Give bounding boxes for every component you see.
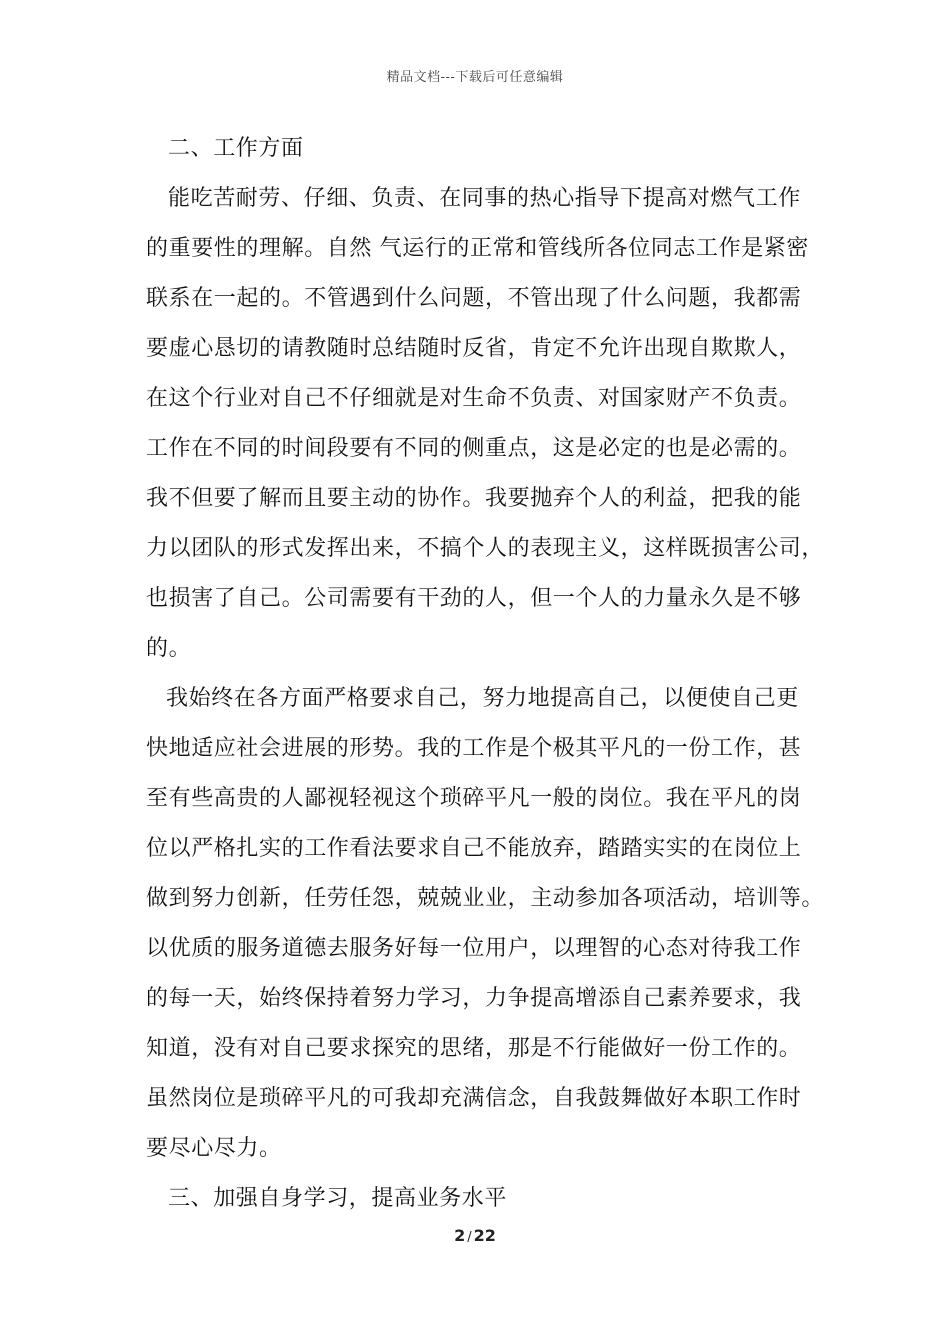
paragraph-line: 的每一天，始终保持着努力学习，力争提高增添自己素养要求，我: [146, 986, 802, 1011]
paragraph-line: 力以团队的形式发挥出来，不搞个人的表现主义，这样既损害公司，: [146, 536, 825, 561]
paragraph-line: 快地适应社会进展的形势。我的工作是个极其平凡的一份工作，甚: [146, 736, 802, 761]
paragraph-line: 在这个行业对自己不仔细就是对生命不负责、对国家财产不负责。: [146, 386, 802, 411]
paragraph-line: 能吃苦耐劳、仔细、负责、在同事的热心指导下提高对燃气工作: [168, 186, 801, 211]
page-separator: /: [467, 1230, 472, 1245]
current-page: 2: [454, 1226, 466, 1245]
paragraph-line: 至有些高贵的人鄙视轻视这个琐碎平凡一般的岗位。我在平凡的岗: [146, 786, 802, 811]
header-text: 精品文档---下载后可任意编辑: [386, 70, 564, 85]
paragraph-line: 也损害了自己。公司需要有干劲的人，但一个人的力量永久是不够: [146, 586, 802, 611]
page-header: [0, 66, 950, 85]
page-number: [0, 1226, 950, 1245]
paragraph-line: 知道，没有对自己要求探究的思绪，那是不行能做好一份工作的。: [146, 1036, 802, 1061]
paragraph-line: 做到努力创新，任劳任怨，兢兢业业，主动参加各项活动，培训等。: [146, 886, 825, 911]
paragraph-line: 要尽心尽力。: [146, 1136, 282, 1161]
paragraph-line: 我始终在各方面严格要求自己，努力地提高自己，以便使自己更: [166, 686, 799, 711]
paragraph-line: 虽然岗位是琐碎平凡的可我却充满信念，自我鼓舞做好本职工作时: [146, 1086, 802, 1111]
paragraph-line: 我不但要了解而且要主动的协作。我要抛弃个人的利益，把我的能: [146, 486, 802, 511]
section-heading-study: 三、加强自身学习，提高业务水平: [168, 1186, 508, 1211]
paragraph-line: 的。: [146, 636, 192, 661]
paragraph-line: 的重要性的理解。自然 气运行的正常和管线所各位同志工作是紧密: [146, 236, 809, 261]
section-heading-work: 二、工作方面: [168, 136, 304, 161]
paragraph-line: 以优质的服务道德去服务好每一位用户，以理智的心态对待我工作: [146, 936, 802, 961]
paragraph-line: 联系在一起的。不管遇到什么问题，不管出现了什么问题，我都需: [146, 286, 802, 311]
total-pages: 22: [473, 1226, 496, 1245]
paragraph-line: 位以严格扎实的工作看法要求自己不能放弃，踏踏实实的在岗位上: [146, 836, 802, 861]
document-body: [146, 124, 836, 1224]
paragraph-line: 工作在不同的时间段要有不同的侧重点，这是必定的也是必需的。: [146, 436, 802, 461]
paragraph-line: 要虚心恳切的请教随时总结随时反省，肯定不允许出现自欺欺人，: [146, 336, 802, 361]
